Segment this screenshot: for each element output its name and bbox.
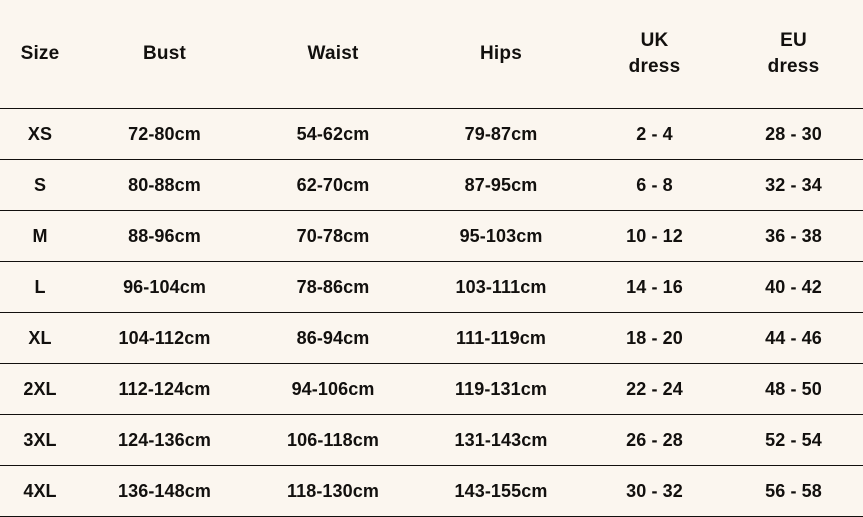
cell-eu-dress: 56 - 58 (724, 466, 863, 517)
cell-uk-dress: 14 - 16 (585, 262, 724, 313)
cell-hips: 143-155cm (417, 466, 585, 517)
column-header-waist (249, 0, 417, 109)
cell-uk-dress: 2 - 4 (585, 109, 724, 160)
cell-bust: 112-124cm (80, 364, 249, 415)
cell-uk-dress: 6 - 8 (585, 160, 724, 211)
table-row (0, 466, 863, 517)
cell-waist: 70-78cm (249, 211, 417, 262)
table-row (0, 313, 863, 364)
cell-hips: 119-131cm (417, 364, 585, 415)
cell-size: 3XL (0, 415, 80, 466)
column-header-eu-dress-line-2: dress (767, 56, 820, 77)
cell-uk-dress: 10 - 12 (585, 211, 724, 262)
cell-uk-dress: 18 - 20 (585, 313, 724, 364)
column-header-waist-line-1: Waist (307, 43, 359, 65)
cell-hips: 111-119cm (417, 313, 585, 364)
table-row (0, 364, 863, 415)
table-row (0, 262, 863, 313)
cell-bust: 72-80cm (80, 109, 249, 160)
cell-bust: 136-148cm (80, 466, 249, 517)
cell-bust: 96-104cm (80, 262, 249, 313)
column-header-bust (80, 0, 249, 109)
cell-uk-dress: 30 - 32 (585, 466, 724, 517)
column-header-size-line-1: Size (20, 43, 60, 65)
header-row (0, 0, 863, 109)
cell-bust: 80-88cm (80, 160, 249, 211)
column-header-uk-dress-line-1: UK (640, 30, 669, 52)
cell-eu-dress: 52 - 54 (724, 415, 863, 466)
cell-waist: 118-130cm (249, 466, 417, 517)
cell-hips: 131-143cm (417, 415, 585, 466)
cell-waist: 94-106cm (249, 364, 417, 415)
table-row (0, 415, 863, 466)
cell-size: 4XL (0, 466, 80, 517)
cell-hips: 95-103cm (417, 211, 585, 262)
cell-uk-dress: 22 - 24 (585, 364, 724, 415)
column-header-bust-line-1: Bust (142, 43, 187, 65)
table-row (0, 211, 863, 262)
table-row (0, 109, 863, 160)
cell-waist: 78-86cm (249, 262, 417, 313)
column-header-eu-dress-line-1: EU (780, 30, 807, 52)
cell-hips: 103-111cm (417, 262, 585, 313)
cell-eu-dress: 48 - 50 (724, 364, 863, 415)
column-header-hips (417, 0, 585, 109)
cell-hips: 79-87cm (417, 109, 585, 160)
cell-eu-dress: 28 - 30 (724, 109, 863, 160)
cell-uk-dress: 26 - 28 (585, 415, 724, 466)
cell-hips: 87-95cm (417, 160, 585, 211)
column-header-uk-dress-line-2: dress (628, 56, 681, 77)
table-row (0, 160, 863, 211)
cell-waist: 86-94cm (249, 313, 417, 364)
table-header (0, 0, 863, 109)
cell-size: M (0, 211, 80, 262)
cell-eu-dress: 40 - 42 (724, 262, 863, 313)
cell-waist: 54-62cm (249, 109, 417, 160)
cell-eu-dress: 32 - 34 (724, 160, 863, 211)
cell-size: L (0, 262, 80, 313)
column-header-hips-line-1: Hips (480, 43, 522, 65)
cell-waist: 106-118cm (249, 415, 417, 466)
table-body (0, 109, 863, 517)
column-header-size (0, 0, 80, 109)
column-header-uk-dress (585, 0, 724, 109)
column-header-eu-dress (724, 0, 863, 109)
cell-eu-dress: 44 - 46 (724, 313, 863, 364)
cell-bust: 124-136cm (80, 415, 249, 466)
cell-bust: 104-112cm (80, 313, 249, 364)
cell-bust: 88-96cm (80, 211, 249, 262)
cell-size: 2XL (0, 364, 80, 415)
cell-size: S (0, 160, 80, 211)
cell-size: XS (0, 109, 80, 160)
cell-waist: 62-70cm (249, 160, 417, 211)
cell-eu-dress: 36 - 38 (724, 211, 863, 262)
cell-size: XL (0, 313, 80, 364)
